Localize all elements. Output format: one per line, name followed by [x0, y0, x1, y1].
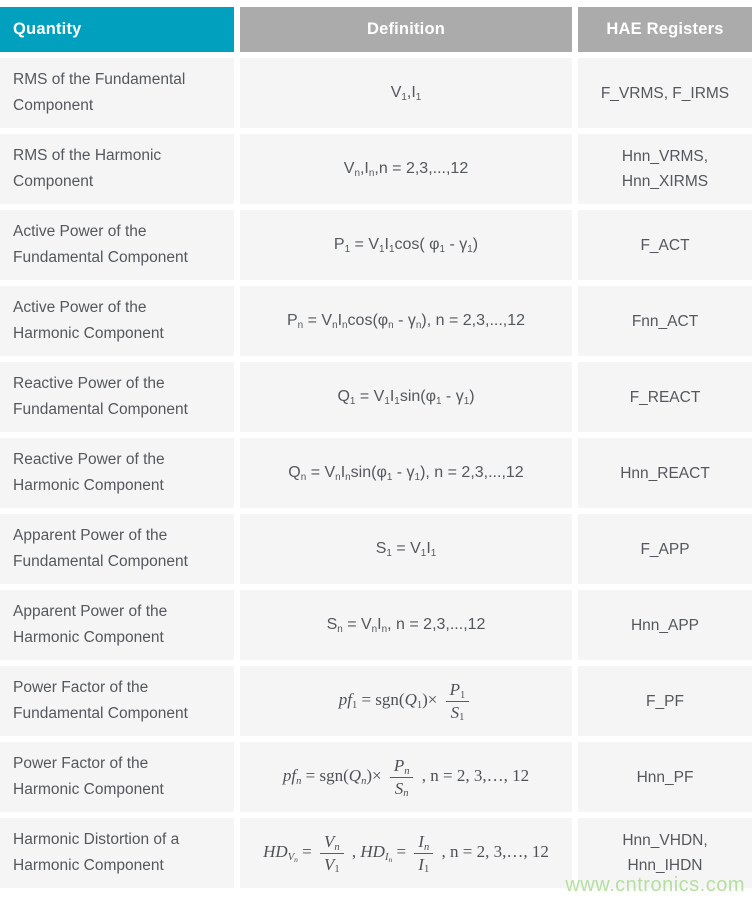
definition-cell-row-4: Pn = VnIncos(φn - γn), n = 2,3,...,12: [240, 286, 572, 356]
definition-cell-row-11: $HDV_n$ = $\frac{Vn}{V1}$ , $HDI_n$ = $\frac{In}{I1}$ , n = 2, 3,…, 12: [240, 818, 572, 888]
column-header-hae-registers: HAE Registers: [578, 7, 752, 52]
registers-cell-row-9: F_PF: [578, 666, 752, 736]
definition-cell-row-9: pf1 = sgn(Q1)× $\frac{P1}{S1}$: [240, 666, 572, 736]
quantity-cell-row-6: Reactive Power of the Harmonic Component: [0, 438, 234, 508]
registers-cell-row-6: Hnn_REACT: [578, 438, 752, 508]
definition-cell-row-1: V1,I1: [240, 58, 572, 128]
registers-cell-row-7: F_APP: [578, 514, 752, 584]
quantity-cell-row-7: Apparent Power of the Fundamental Component: [0, 514, 234, 584]
registers-cell-row-1: F_VRMS, F_IRMS: [578, 58, 752, 128]
quantity-cell-row-11: Harmonic Distortion of a Harmonic Component: [0, 818, 234, 888]
registers-cell-row-3: F_ACT: [578, 210, 752, 280]
fraction: $\frac{Vn}{V1}$: [320, 832, 344, 874]
definition-cell-row-5: Q1 = V1I1sin(φ1 - γ1): [240, 362, 572, 432]
quantity-cell-row-1: RMS of the Fundamental Component: [0, 58, 234, 128]
quantity-cell-row-2: RMS of the Harmonic Component: [0, 134, 234, 204]
registers-cell-row-4: Fnn_ACT: [578, 286, 752, 356]
fraction: $\frac{P1}{S1}$: [446, 680, 470, 722]
registers-cell-row-2: Hnn_VRMS, Hnn_XIRMS: [578, 134, 752, 204]
definition-cell-row-8: Sn = VnIn, n = 2,3,...,12: [240, 590, 572, 660]
fraction: $\frac{In}{I1}$: [414, 832, 433, 874]
definition-cell-row-10: pfn = sgn(Qn)× $\frac{Pn}{Sn}$ , n = 2, 3,…, 12: [240, 742, 572, 812]
quantity-cell-row-8: Apparent Power of the Harmonic Component: [0, 590, 234, 660]
registers-cell-row-11: Hnn_VHDN, Hnn_IHDN: [578, 818, 752, 888]
quantity-cell-row-5: Reactive Power of the Fundamental Component: [0, 362, 234, 432]
watermark-text: www.cntronics.com: [565, 874, 745, 896]
quantity-cell-row-9: Power Factor of the Fundamental Component: [0, 666, 234, 736]
quantity-cell-row-3: Active Power of the Fundamental Component: [0, 210, 234, 280]
definition-cell-row-2: Vn,In,n = 2,3,...,12: [240, 134, 572, 204]
column-header-definition: Definition: [240, 7, 572, 52]
hae-registers-table: [0, 7, 752, 888]
registers-cell-row-10: Hnn_PF: [578, 742, 752, 812]
registers-cell-row-5: F_REACT: [578, 362, 752, 432]
definition-cell-row-7: S1 = V1I1: [240, 514, 572, 584]
quantity-cell-row-4: Active Power of the Harmonic Component: [0, 286, 234, 356]
fraction: $\frac{Pn}{Sn}$: [390, 756, 414, 798]
definition-cell-row-6: Qn = VnInsin(φ1 - γ1), n = 2,3,...,12: [240, 438, 572, 508]
registers-cell-row-8: Hnn_APP: [578, 590, 752, 660]
definition-cell-row-3: P1 = V1I1cos( φ1 - γ1): [240, 210, 572, 280]
quantity-cell-row-10: Power Factor of the Harmonic Component: [0, 742, 234, 812]
column-header-quantity: Quantity: [0, 7, 234, 52]
